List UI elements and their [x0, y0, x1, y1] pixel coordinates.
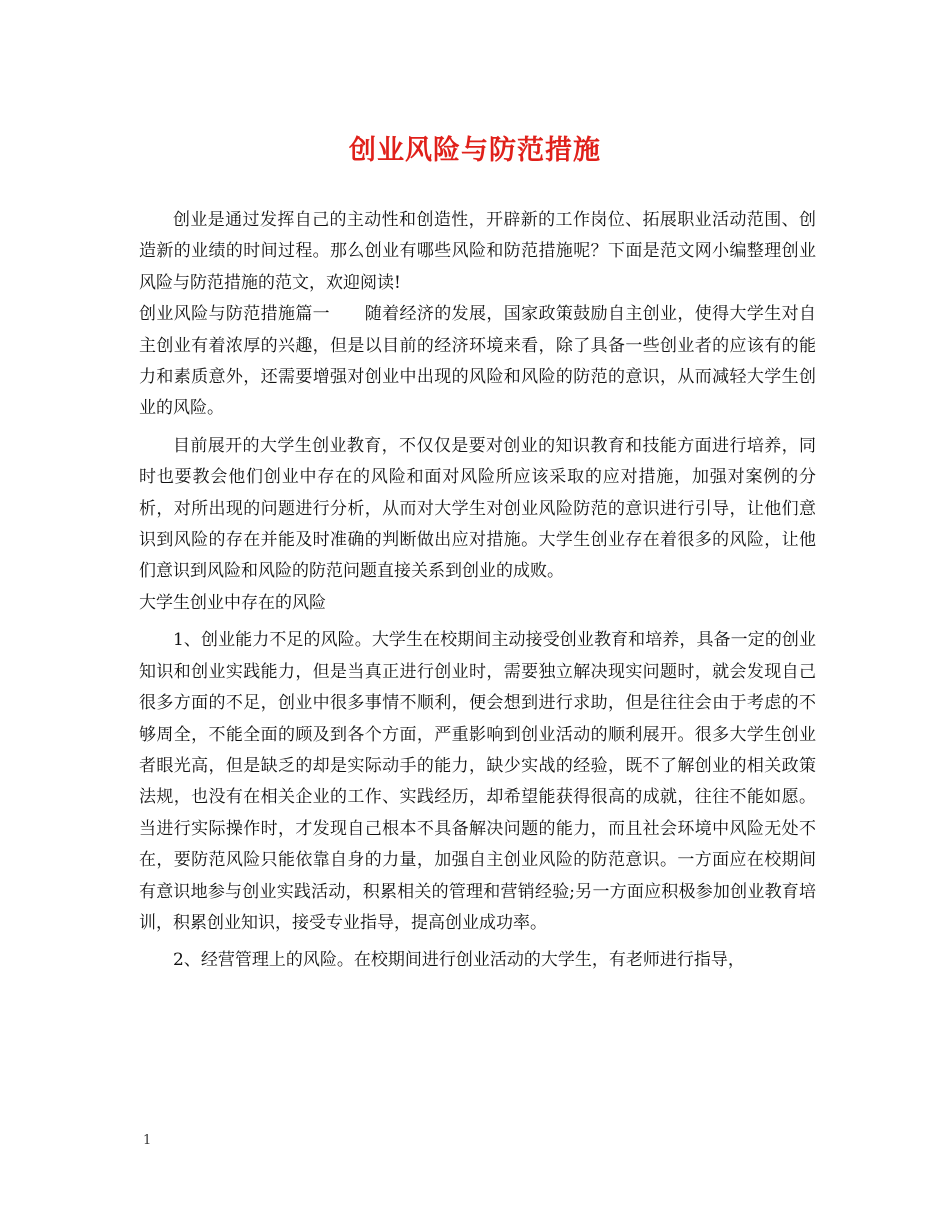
intro-paragraph: 创业是通过发挥自己的主动性和创造性，开辟新的工作岗位、拓展职业活动范围、创造新的业绩的时间过程。那么创业有哪些风险和防范措施呢？下面是范文网小编整理创业风险与防范措施的范文，欢迎阅读! — [139, 210, 816, 293]
document-title: 创业风险与防范措施 — [349, 135, 601, 166]
risk-heading: 大学生创业中存在的风险 — [139, 592, 326, 613]
risk-item-2: 2、经营管理上的风险。在校期间进行创业活动的大学生，有老师进行指导， — [173, 950, 745, 971]
risk-item-1: 1、创业能力不足的风险。大学生在校期间主动接受创业教育和培养，具备一定的创业知识和创业实践能力，但是当真正进行创业时，需要独立解决现实问题时，就会发现自己很多方面的不足，创业中很多事情不顺利，便会想到进行求助，但是往往会由于考虑的不够周全，不能全面的顾及到各个方面，严重影响到创业活动的顺利展开。很多大学生创业者眼光高，但是缺乏的却是实际动手的能力，缺少实战的经验，既不了解创业的相关政策法规，也没有在相关企业的工作、实践经历，却希望能获得很高的成就，往往不能如愿。当进行实际操作时，才发现自己根本不具备解决问题的能力，而且社会环境中风险无处不在，要防范风险只能依靠自身的力量，加强自主创业风险的防范意识。一方面应在校期间有意识地参与创业实践活动，积累相关的管理和营销经验;另一方面应积极参加创业教育培训，积累创业知识，接受专业指导，提高创业成功率。 — [139, 630, 816, 933]
document-body — [139, 205, 816, 977]
section-one-paragraph: 创业风险与防范措施篇一 随着经济的发展，国家政策鼓励自主创业，使得大学生对自主创业有着浓厚的兴趣，但是以目前的经济环境来看，除了具备一些创业者的应该有的能力和素质意外，还需要增强对创业中出现的风险和风险的防范的意识，从而减轻大学生创业的风险。 — [139, 304, 816, 419]
education-paragraph: 目前展开的大学生创业教育，不仅仅是要对创业的知识教育和技能方面进行培养，同时也要教会他们创业中存在的风险和面对风险所应该采取的应对措施，加强对案例的分析，对所出现的问题进行分析，从而对大学生对创业风险防范的意识进行引导，让他们意识到风险的存在并能及时准确的判断做出应对措施。大学生创业存在着很多的风险，让他们意识到风险和风险的防范问题直接关系到创业的成败。 — [139, 435, 816, 582]
page-number: 1 — [143, 1133, 152, 1148]
